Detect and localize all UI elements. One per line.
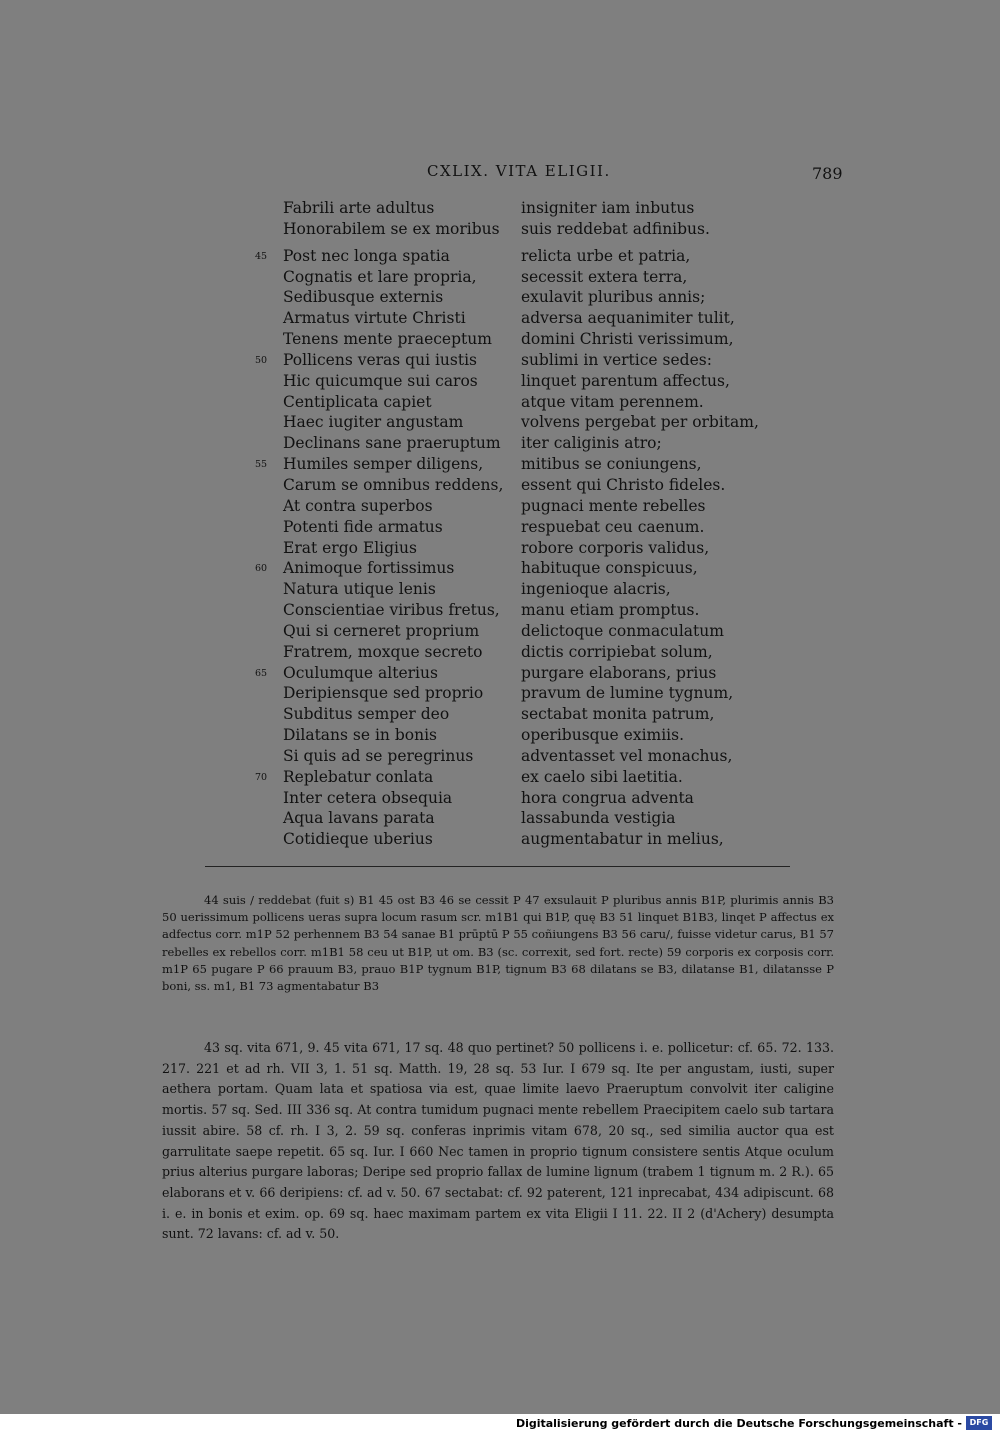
line-number: 50 <box>255 354 268 366</box>
critical-apparatus <box>162 892 834 995</box>
verse-second-half: relicta urbe et patria, <box>521 246 691 265</box>
verse-row <box>250 725 810 746</box>
verse-first-half: Qui si cerneret proprium <box>283 621 480 640</box>
verse-first-half: Subditus semper deo <box>283 705 450 724</box>
page-number: 789 <box>812 164 843 183</box>
line-number: 65 <box>255 667 268 679</box>
verse-first-half: Tenens mente praeceptum <box>283 330 492 349</box>
verse-first-half: Pollicens veras qui iustis <box>283 350 478 369</box>
verse-row <box>250 621 810 642</box>
verse-row <box>250 538 810 559</box>
verse-first-half: Carum se omnibus reddens, <box>283 475 504 494</box>
verse-second-half: adversa aequanimiter tulit, <box>521 309 735 328</box>
verse-row <box>250 246 810 267</box>
verse-second-half: sublimi in vertice sedes: <box>521 350 712 369</box>
verse-row <box>250 642 810 663</box>
verse-row <box>250 198 810 219</box>
line-number: 70 <box>255 771 268 783</box>
verse-first-half: Honorabilem se ex moribus <box>283 219 500 238</box>
verse-second-half: adventasset vel monachus, <box>521 746 733 765</box>
running-title: CXLIX. VITA ELIGII. <box>427 162 611 180</box>
verse-row <box>250 788 810 809</box>
verse-first-half: Sedibusque externis <box>283 288 444 307</box>
verse-row <box>250 308 810 329</box>
line-number: 45 <box>255 250 268 262</box>
verse-second-half: operibusque eximiis. <box>521 726 685 745</box>
verse-row <box>250 663 810 684</box>
verse-second-half: volvens pergebat per orbitam, <box>521 413 759 432</box>
verse-second-half: exulavit pluribus annis; <box>521 288 706 307</box>
digitization-footer <box>0 1414 1000 1434</box>
verse-row <box>250 267 810 288</box>
verse-first-half: Oculumque alterius <box>283 663 438 682</box>
verse-second-half: pravum de lumine tygnum, <box>521 684 734 703</box>
verse-second-half: ingenioque alacris, <box>521 580 671 599</box>
verse-row <box>250 454 810 475</box>
verse-first-half: Cognatis et lare propria, <box>283 267 477 286</box>
verse-row <box>250 392 810 413</box>
verse-first-half: Natura utique lenis <box>283 580 436 599</box>
verse-first-half: Haec iugiter angustam <box>283 413 464 432</box>
verse-second-half: secessit extera terra, <box>521 267 688 286</box>
commentary-notes <box>162 1038 834 1245</box>
verse-first-half: Conscientiae viribus fretus, <box>283 601 500 620</box>
verse-row <box>250 579 810 600</box>
verse-first-half: Hic quicumque sui caros <box>283 371 478 390</box>
verse-first-half: Humiles semper diligens, <box>283 455 484 474</box>
verse-second-half: pugnaci mente rebelles <box>521 496 706 515</box>
dfg-logo: DFG <box>966 1416 992 1430</box>
verse-row <box>250 704 810 725</box>
verse-row <box>250 558 810 579</box>
verse-row <box>250 683 810 704</box>
apparatus-text: 44 suis / reddebat (fuit s) B1 45 ost B3 46 se cessit P 47 exsulauit P pluribus annis B1P, plurimis annis B3 50 uerissimum pollicens ueras supra locum rasum scr. m1B1 qui B1P, quę B3 51 linquet B1B3, linqet P affectus ex adfectus corr. m1P 52 perhennem B3 54 sanae B1 prūptū P 55 coñiungens B3 56 caru/, fuisse videtur carus, B1 57 rebelles ex rebellos corr. m1B1 58 ceu ut B1P, ut om. B3 (sc. correxit, sed fort. recte) 59 corporis ex corposis corr. m1P 65 pugare P 66 prauum B3, prauo B1P tygnum B1P, tignum B3 68 dilatans se B3, dilatanse B1, dilatansse P boni, ss. m1, B1 73 agmentabatur B3 <box>162 893 834 994</box>
verse-second-half: suis reddebat adfinibus. <box>521 219 710 238</box>
verse-first-half: Si quis ad se peregrinus <box>283 746 474 765</box>
verse-second-half: linquet parentum affectus, <box>521 371 730 390</box>
verse-second-half: ex caelo sibi laetitia. <box>521 767 683 786</box>
verse-row <box>250 746 810 767</box>
verse-second-half: mitibus se coniungens, <box>521 455 702 474</box>
verse-second-half: lassabunda vestigia <box>521 809 676 828</box>
page-header <box>0 162 1000 186</box>
verse-second-half: dictis corripiebat solum, <box>521 642 713 661</box>
verse-row <box>250 767 810 788</box>
line-number: 60 <box>255 563 268 575</box>
verse-first-half: At contra superbos <box>283 496 433 515</box>
verse-second-half: essent qui Christo fideles. <box>521 475 726 494</box>
verse-second-half: domini Christi verissimum, <box>521 330 734 349</box>
verse-second-half: habituque conspicuus, <box>521 559 698 578</box>
verse-second-half: respuebat ceu caenum. <box>521 517 705 536</box>
verse-second-half: iter caliginis atro; <box>521 434 662 453</box>
verse-first-half: Fratrem, moxque secreto <box>283 642 483 661</box>
verse-row <box>250 496 810 517</box>
verse-row <box>250 412 810 433</box>
verse-row <box>250 371 810 392</box>
verse-second-half: insigniter iam inbutus <box>521 199 695 217</box>
verse-row <box>250 433 810 454</box>
verse-first-half: Cotidieque uberius <box>283 830 433 849</box>
verse-first-half: Deripiensque sed proprio <box>283 684 484 703</box>
verse-second-half: purgare elaborans, prius <box>521 663 717 682</box>
verse-first-half: Declinans sane praeruptum <box>283 434 501 453</box>
verse-row <box>250 808 810 829</box>
verse-first-half: Erat ergo Eligius <box>283 538 417 557</box>
verse-first-half: Post nec longa spatia <box>283 246 450 265</box>
verse-row <box>250 287 810 308</box>
verse-row <box>250 350 810 371</box>
verse-first-half: Aqua lavans parata <box>283 809 435 828</box>
verse-second-half: augmentabatur in melius, <box>521 830 724 849</box>
verse-first-half: Animoque fortissimus <box>283 559 455 578</box>
verse-row <box>250 329 810 350</box>
verse-second-half: manu etiam promptus. <box>521 601 700 620</box>
footer-credit: Digitalisierung gefördert durch die Deutsche Forschungsgemeinschaft - <box>515 1417 962 1430</box>
poem-text <box>250 198 810 850</box>
verse-second-half: atque vitam perennem. <box>521 392 704 411</box>
verse-first-half: Potenti fide armatus <box>283 517 443 536</box>
verse-first-half: Dilatans se in bonis <box>283 726 437 745</box>
verse-row <box>250 475 810 496</box>
line-number: 55 <box>255 459 268 471</box>
verse-second-half: robore corporis validus, <box>521 538 710 557</box>
verse-first-half: Armatus virtute Christi <box>283 309 466 328</box>
verse-second-half: sectabat monita patrum, <box>521 705 715 724</box>
verse-first-half: Inter cetera obsequia <box>283 788 453 807</box>
verse-row <box>250 219 810 240</box>
verse-first-half: Replebatur conlata <box>283 767 434 786</box>
verse-row <box>250 600 810 621</box>
verse-row <box>250 517 810 538</box>
verse-first-half: Centiplicata capiet <box>283 392 432 411</box>
footnote-rule <box>205 866 790 867</box>
commentary-text: 43 sq. vita 671, 9. 45 vita 671, 17 sq. 48 quo pertinet? 50 pollicens i. e. pollicetur: cf. 65. 72. 133. 217. 221 et ad rh. VII 3, 1. 51 sq. Matth. 19, 28 sq. 53 Iur. I 679 sq. Ite per angustam, iusti, super aethera portam. Quam lata et spatiosa via est, quae limite laevo Praeruptum convolvit iter caligine mortis. 57 sq. Sed. III 336 sq. At contra tumidum pugnaci mente rebellem Praecipitem caelo sub tartara iussit abire. 58 cf. rh. I 3, 2. 59 sq. conferas inprimis vitam 678, 20 sq., sed similia auctor qua est garrulitate saepe repetit. 65 sq. Iur. I 660 Nec tamen in proprio tignum consistere sentis Atque oculum prius alterius purgare laboras; Deripe sed proprio fallax de lumine lignum (trabem 1 tignum m. 2 R.). 65 elaborans et v. 66 deripiens: cf. ad v. 50. 67 sectabat: cf. 92 paterent, 121 inprecabat, 434 adipiscunt. 68 i. e. in bonis et exim. op. 69 sq. haec maximam partem ex vita Eligii I 11. 22. II 2 (d'Achery) desumpta sunt. 72 lavans: cf. ad v. 50. <box>162 1040 834 1242</box>
verse-first-half: Fabrili arte adultus <box>283 199 435 217</box>
verse-second-half: hora congrua adventa <box>521 788 694 807</box>
verse-row <box>250 829 810 850</box>
verse-second-half: delictoque conmaculatum <box>521 621 724 640</box>
